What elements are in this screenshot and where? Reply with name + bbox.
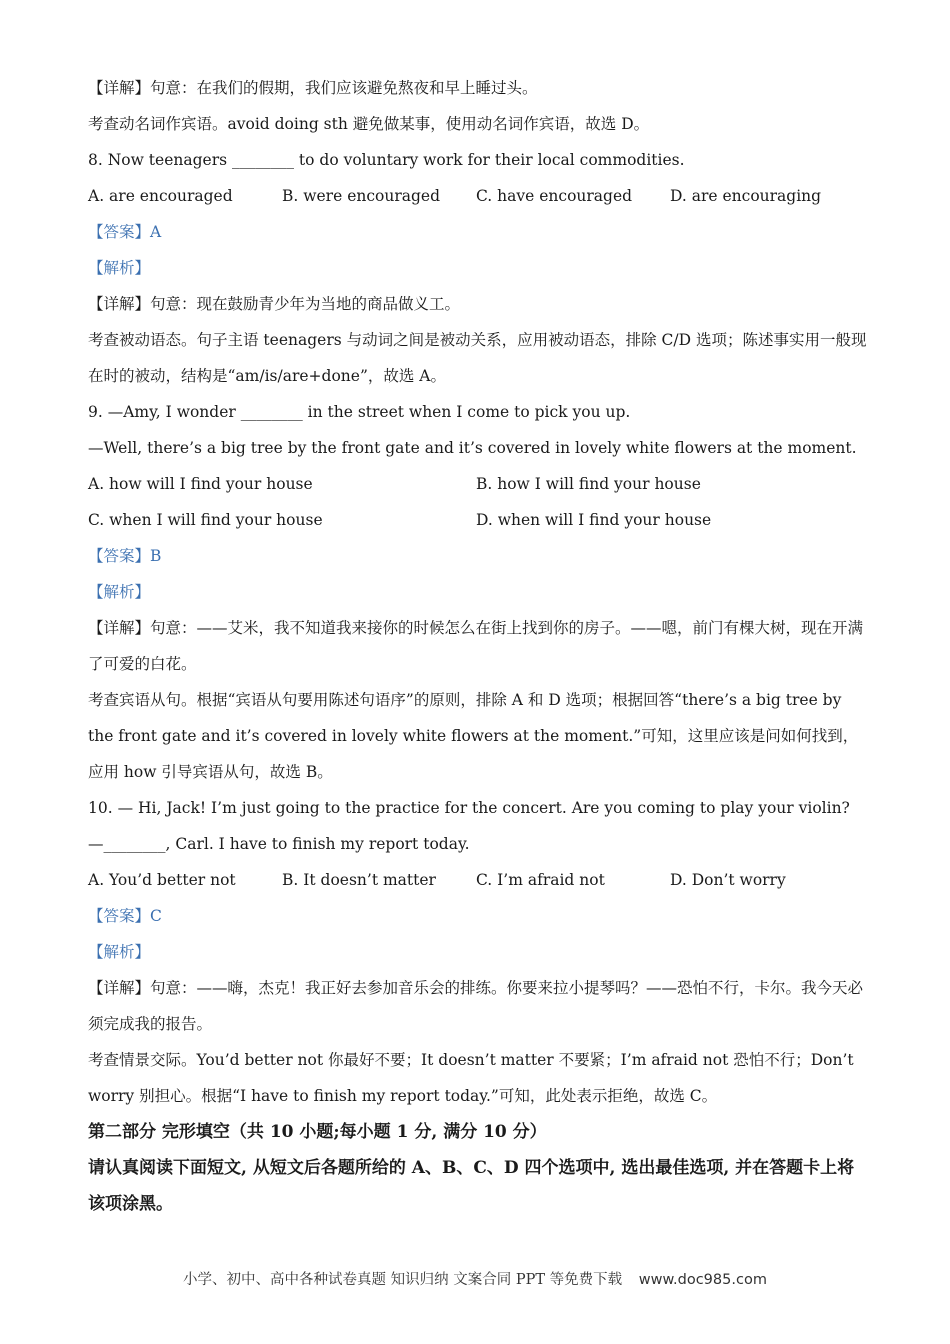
q9-option-c: C. when I will find your house xyxy=(88,511,323,529)
q8-option-d: D. are encouraging xyxy=(670,187,822,205)
section-title: 第二部分 完形填空（共 10 小题;每小题 1 分, 满分 10 分） xyxy=(88,1122,547,1142)
q8-answer: 【答案】A xyxy=(88,223,162,241)
q8-options xyxy=(88,178,868,214)
q9-option-d: D. when will I find your house xyxy=(476,511,712,529)
q9-options-row1 xyxy=(88,466,868,502)
q10-reply: —________, Carl. I have to finish my report today. xyxy=(88,835,470,853)
page-footer xyxy=(0,1268,950,1289)
q10-option-b: B. It doesn’t matter xyxy=(282,871,436,889)
q9-detail: 【详解】句意：——艾米，我不知道我来接你的时候怎么在街上找到你的房子。——嗯，前门有棵大树，现在开满了可爱的白花。 xyxy=(88,619,864,673)
q9-analysis: 考查宾语从句。根据“宾语从句要用陈述句语序”的原则，排除 A 和 D 选项；根据回答“there’s a big tree by the front gate and it’s covered in lovely white flowers at the moment.”可知，这里应该是问如何找到，应用 how 引导宾语从句，故选 B。 xyxy=(88,691,859,781)
q9-answer: 【答案】B xyxy=(88,547,162,565)
footer-url[interactable]: www.doc985.com xyxy=(638,1272,767,1288)
q10-stem: 10. — Hi, Jack! I’m just going to the practice for the concert. Are you coming to play your violin? xyxy=(88,799,850,817)
q10-options xyxy=(88,862,868,898)
q9-stem: 9. —Amy, I wonder ________ in the street when I come to pick you up. xyxy=(88,403,631,421)
q10-jiexi: 【解析】 xyxy=(88,943,151,961)
q8-detail: 【详解】句意：现在鼓励青少年为当地的商品做义工。 xyxy=(88,295,461,313)
q9-jiexi: 【解析】 xyxy=(88,583,151,601)
section-instruction: 请认真阅读下面短文, 从短文后各题所给的 A、B、C、D 四个选项中, 选出最佳选项, 并在答题卡上将该项涂黑。 xyxy=(88,1158,855,1214)
document-page xyxy=(88,70,868,1222)
q7-detail: 【详解】句意：在我们的假期，我们应该避免熬夜和早上睡过头。 xyxy=(88,79,538,97)
q10-option-c: C. I’m afraid not xyxy=(476,871,605,889)
q8-jiexi: 【解析】 xyxy=(88,259,151,277)
q8-option-c: C. have encouraged xyxy=(476,187,633,205)
q10-option-d: D. Don’t worry xyxy=(670,871,786,889)
q10-option-a: A. You’d better not xyxy=(88,871,236,889)
q10-answer: 【答案】C xyxy=(88,907,162,925)
q8-stem: 8. Now teenagers ________ to do voluntary work for their local commodities. xyxy=(88,151,685,169)
q8-option-a: A. are encouraged xyxy=(88,187,233,205)
q8-option-b: B. were encouraged xyxy=(282,187,441,205)
q10-detail: 【详解】句意：——嗨，杰克！我正好去参加音乐会的排练。你要来拉小提琴吗？——恐怕不行，卡尔。我今天必须完成我的报告。 xyxy=(88,979,864,1033)
q9-reply: —Well, there’s a big tree by the front gate and it’s covered in lovely white flowers at the moment. xyxy=(88,439,857,457)
footer-text: 小学、初中、高中各种试卷真题 知识归纳 文案合同 PPT 等免费下载 xyxy=(183,1272,623,1288)
q9-option-a: A. how will I find your house xyxy=(88,475,313,493)
q10-analysis: 考查情景交际。You’d better not 你最好不要；It doesn’t matter 不要紧；I’m afraid not 恐怕不行；Don’t worry 别担心。根据“I have to finish my report today.”可知，此处表示拒绝，故选 C。 xyxy=(88,1051,854,1105)
q9-options-row2 xyxy=(88,502,868,538)
q8-analysis: 考查被动语态。句子主语 teenagers 与动词之间是被动关系，应用被动语态，排除 C/D 选项；陈述事实用一般现在时的被动，结构是“am/is/are+done”，故选 A。 xyxy=(88,331,867,385)
q7-analysis: 考查动名词作宾语。avoid doing sth 避免做某事，使用动名词作宾语，故选 D。 xyxy=(88,115,650,133)
q9-option-b: B. how I will find your house xyxy=(476,475,701,493)
